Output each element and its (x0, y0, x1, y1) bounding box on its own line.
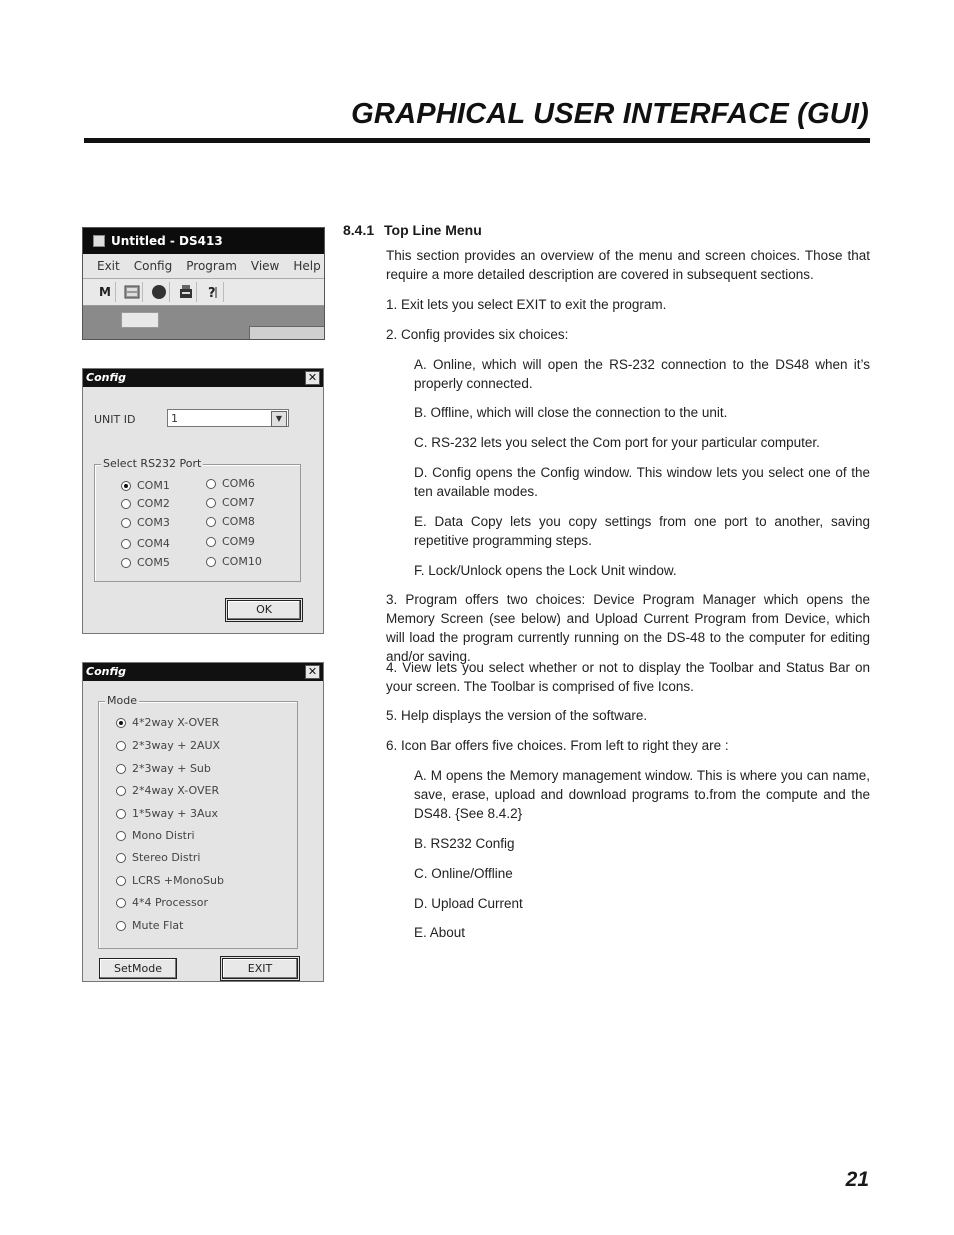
radio-com1[interactable] (121, 479, 170, 492)
item-2b: B. Offline, which will close the connection to the unit. (414, 405, 728, 420)
radio-label: COM10 (222, 555, 262, 568)
svg-text:?: ? (208, 286, 216, 300)
item-6a: A. M opens the Memory management window. This is where you can name, save, erase, upload and download programs to.from the compute and the DS48. {See 8.4.2} (414, 768, 870, 821)
radio-icon (116, 853, 126, 863)
radio-com4[interactable] (121, 537, 170, 550)
radio-icon (206, 479, 216, 489)
radio-label: COM6 (222, 477, 255, 490)
setmode-button[interactable]: SetMode (99, 958, 177, 979)
close-icon[interactable]: ✕ (305, 371, 320, 385)
memory-button[interactable]: M (95, 282, 116, 302)
radio-icon (206, 498, 216, 508)
radio-label: 1*5way + 3Aux (132, 807, 218, 820)
radio-mode-5[interactable] (116, 807, 218, 820)
unit-id-value: 1 (171, 412, 178, 425)
radio-com8[interactable] (206, 515, 255, 528)
radio-label: COM2 (137, 497, 170, 510)
radio-icon (121, 499, 131, 509)
radio-label: COM5 (137, 556, 170, 569)
radio-icon (116, 831, 126, 841)
config-mode-dialog-screenshot (82, 662, 324, 982)
item-2d: D. Config opens the Config window. This window lets you select one of the ten available modes. (414, 465, 870, 499)
section-heading (343, 222, 482, 238)
radio-checked-icon (121, 481, 131, 491)
menu-program[interactable]: Program (186, 259, 237, 273)
rs232-port-group (94, 457, 301, 582)
online-offline-icon[interactable] (149, 282, 170, 302)
menu-bar (83, 254, 324, 278)
item-2c: C. RS-232 lets you select the Com port for your particular computer. (414, 435, 820, 450)
item-3: 3. Program offers two choices: Device Program Manager which opens the Memory Screen (see below) and Upload Current Program from Device, which will load the program currently running on the DS-48 to the computer for editing and/or saving. (386, 592, 870, 664)
item-6c: C. Online/Offline (414, 866, 513, 881)
config-dialog-title: Config (86, 371, 126, 384)
mode-dialog-titlebar (83, 663, 323, 681)
main-window-title: Untitled - DS413 (111, 234, 223, 248)
main-window-titlebar (83, 228, 324, 254)
unit-id-select[interactable] (167, 409, 289, 427)
menu-help[interactable]: Help (293, 259, 321, 273)
chevron-down-icon[interactable]: ▼ (271, 411, 287, 427)
radio-icon (121, 539, 131, 549)
radio-icon (116, 741, 126, 751)
radio-label: COM4 (137, 537, 170, 550)
radio-icon (116, 898, 126, 908)
section-number: 8.4.1 (343, 222, 375, 238)
menu-exit[interactable]: Exit (97, 259, 120, 273)
radio-mode-9[interactable] (116, 896, 208, 909)
section-title: Top Line Menu (384, 222, 482, 238)
item-6e: E. About (414, 925, 466, 940)
radio-icon (206, 557, 216, 567)
mode-group (98, 694, 298, 949)
title-rule (84, 138, 870, 143)
app-icon (93, 235, 105, 247)
radio-icon (116, 921, 126, 931)
ok-button[interactable]: OK (227, 600, 301, 620)
main-window-screenshot (82, 227, 325, 340)
radio-label: COM7 (222, 496, 255, 509)
item-6: 6. Icon Bar offers five choices. From left to right they are : (386, 738, 729, 753)
radio-mode-2[interactable] (116, 739, 220, 752)
menu-view[interactable]: View (250, 259, 280, 273)
radio-label: LCRS +MonoSub (132, 874, 225, 887)
upload-current-icon[interactable] (176, 282, 197, 302)
item-5: 5. Help displays the version of the software. (386, 708, 648, 723)
radio-mode-3[interactable] (116, 762, 211, 775)
item-2a: A. Online, which will open the RS-232 connection to the DS48 when it’s properly connected. (414, 357, 870, 391)
page-number: 21 (845, 1168, 869, 1191)
radio-label: Mono Distri (132, 829, 195, 842)
radio-com2[interactable] (121, 497, 170, 510)
radio-label: COM8 (222, 515, 255, 528)
radio-label: COM9 (222, 535, 255, 548)
item-2: 2. Config provides six choices: (386, 327, 569, 342)
item-2e: E. Data Copy lets you copy settings from one port to another, saving repetitive programming steps. (414, 514, 870, 548)
radio-com10[interactable] (206, 555, 262, 568)
item-6b: B. RS232 Config (414, 836, 515, 851)
radio-label: Stereo Distri (132, 851, 201, 864)
child-window-edge (249, 326, 325, 340)
radio-com9[interactable] (206, 535, 255, 548)
mode-dialog-title: Config (86, 665, 126, 678)
exit-button[interactable]: EXIT (222, 958, 298, 979)
about-icon[interactable] (203, 282, 224, 302)
item-4: 4. View lets you select whether or not to display the Toolbar and Status Bar on your screen. The Toolbar is comprised of five Icons. (386, 660, 870, 694)
radio-label: COM3 (137, 516, 170, 529)
item-2f: F. Lock/Unlock opens the Lock Unit window. (414, 563, 677, 578)
radio-com6[interactable] (206, 477, 255, 490)
radio-icon (206, 517, 216, 527)
unit-id-label: UNIT ID (94, 413, 136, 426)
rs232-port-group-label: Select RS232 Port (103, 457, 202, 470)
radio-label: 2*3way + Sub (132, 762, 211, 775)
config-dialog-titlebar (83, 369, 323, 387)
radio-icon (116, 876, 126, 886)
radio-mode-6[interactable] (116, 829, 195, 842)
intro-paragraph: This section provides an overview of the menu and screen choices. Those that require a more detailed description are covered in subsequent sections. (386, 248, 870, 282)
rs232-config-icon[interactable] (122, 282, 143, 302)
radio-icon (121, 558, 131, 568)
close-icon[interactable]: ✕ (305, 665, 320, 679)
radio-label: 2*4way X-OVER (132, 784, 220, 797)
radio-label: 4*2way X-OVER (132, 716, 220, 729)
radio-checked-icon (116, 718, 126, 728)
menu-config[interactable]: Config (133, 259, 173, 273)
radio-icon (116, 786, 126, 796)
config-port-dialog-screenshot (82, 368, 324, 634)
workspace-area (83, 306, 324, 339)
mode-group-label: Mode (107, 694, 137, 707)
radio-icon (206, 537, 216, 547)
minimized-window-icon (121, 312, 159, 328)
item-1: 1. Exit lets you select EXIT to exit the program. (386, 297, 667, 312)
radio-mode-1[interactable] (116, 716, 219, 729)
radio-icon (121, 518, 131, 528)
radio-com3[interactable] (121, 516, 170, 529)
radio-com5[interactable] (121, 556, 170, 569)
radio-label: Mute Flat (132, 919, 184, 932)
radio-mode-8[interactable] (116, 874, 224, 887)
radio-label: COM1 (137, 479, 170, 492)
item-6d: D. Upload Current (414, 896, 523, 911)
radio-label: 4*4 Processor (132, 896, 208, 909)
icon-toolbar (83, 278, 324, 306)
radio-mode-7[interactable] (116, 851, 201, 864)
radio-com7[interactable] (206, 496, 255, 509)
radio-mode-10[interactable] (116, 919, 183, 932)
radio-icon (116, 809, 126, 819)
radio-label: 2*3way + 2AUX (132, 739, 221, 752)
radio-icon (116, 764, 126, 774)
page-title: GRAPHICAL USER INTERFACE (GUI) (351, 98, 869, 130)
radio-mode-4[interactable] (116, 784, 219, 797)
